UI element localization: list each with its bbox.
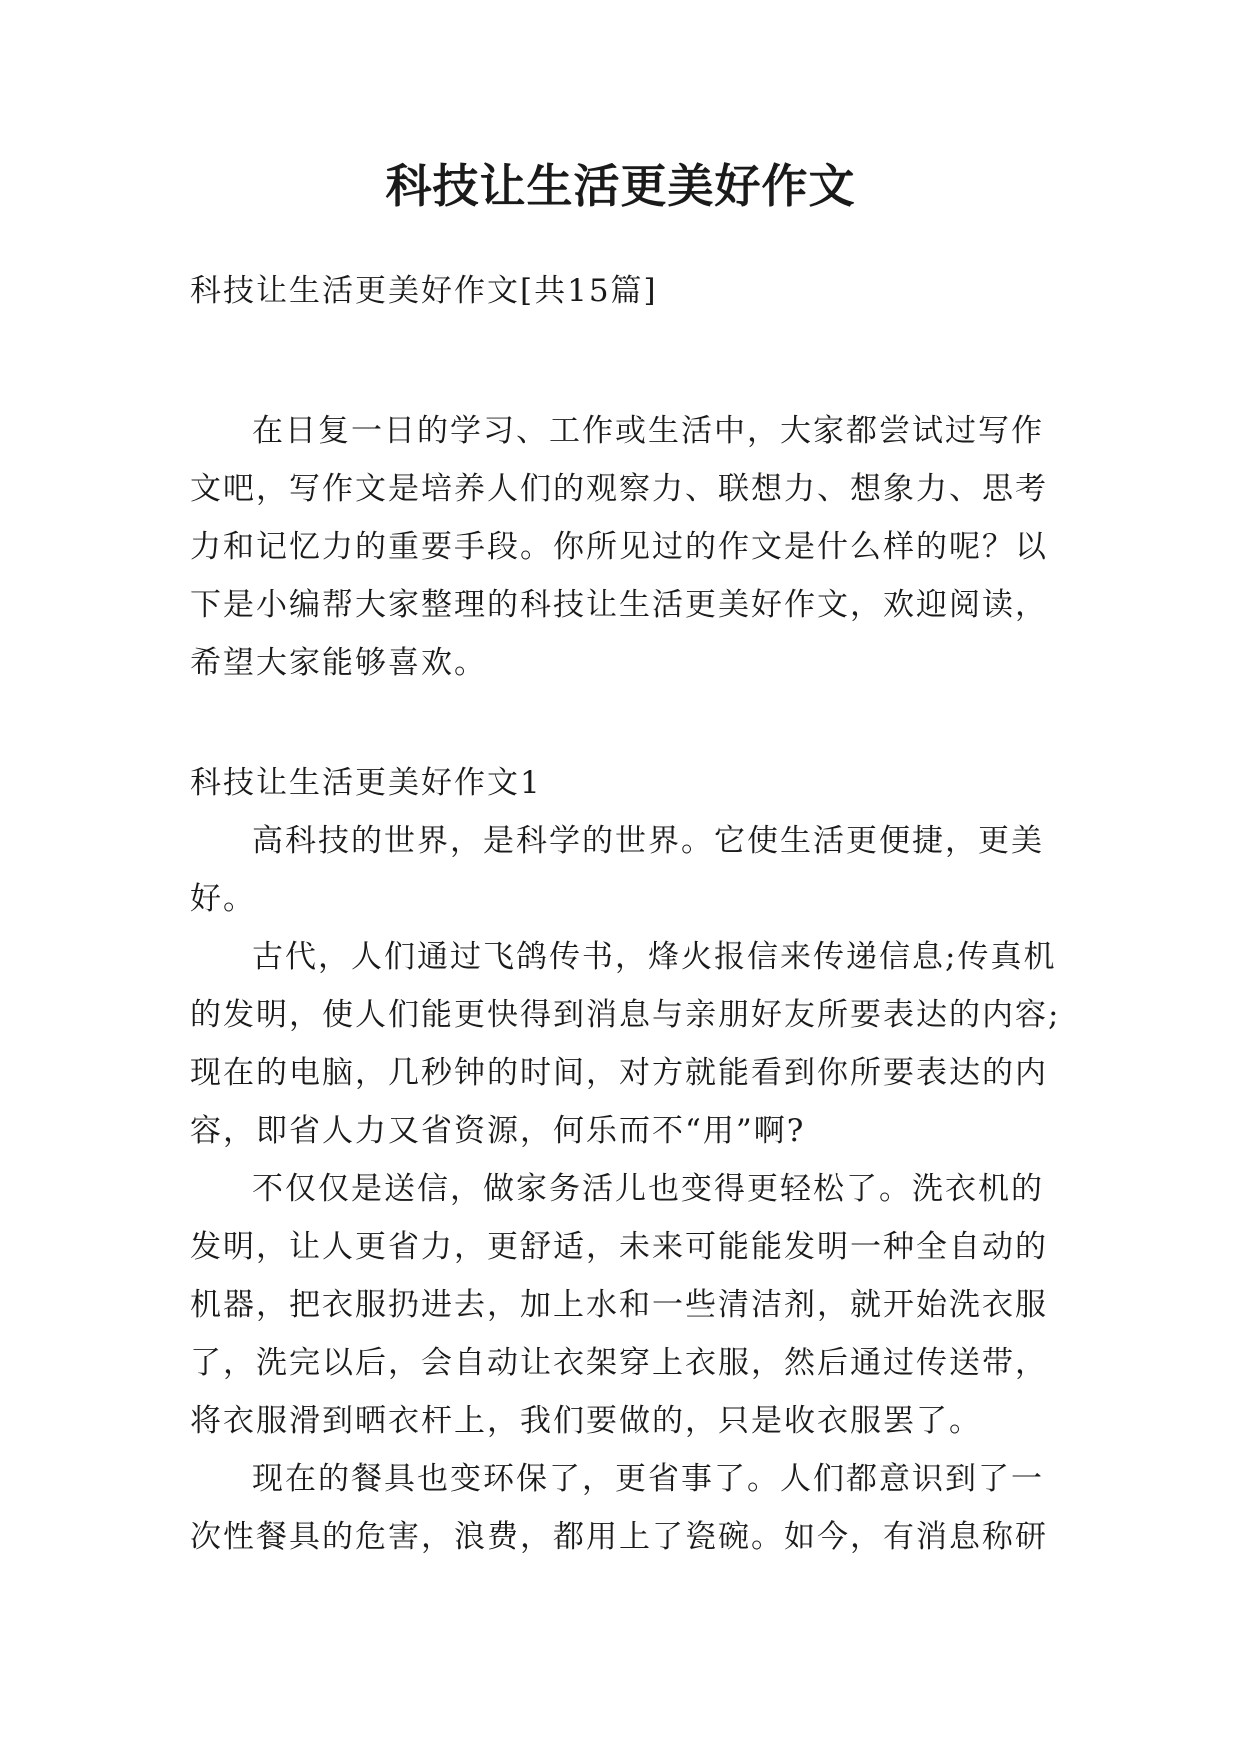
essay-heading: 科技让生活更美好作文1 (190, 765, 542, 801)
intro-paragraph: 在日复一日的学习、工作或生活中，大家都尝试过写作文吧，写作文是培养人们的观察力、联想力、想象力、思考力和记忆力的重要手段。你所见过的作文是什么样的呢？以下是小编帮大家整理的科技让生活更美好作文，欢迎阅读，希望大家能够喜欢。 (190, 413, 1048, 681)
document-title: 科技让生活更美好作文 (385, 159, 856, 213)
essay-section (190, 754, 1070, 1566)
essay-paragraph: 古代，人们通过飞鸽传书，烽火报信来传递信息;传真机的发明，使人们能更快得到消息与亲朋好友所要表达的内容;现在的电脑，几秒钟的时间，对方就能看到你所要表达的内容，即省人力又省资源，何乐而不“用”啊? (190, 939, 1061, 1149)
document-subtitle: 科技让生活更美好作文[共15篇] (190, 273, 658, 309)
essay-paragraph: 不仅仅是送信，做家务活儿也变得更轻松了。洗衣机的发明，让人更省力，更舒适，未来可能能发明一种全自动的机器，把衣服扔进去，加上水和一些清洁剂，就开始洗衣服了，洗完以后，会自动让衣架穿上衣服，然后通过传送带，将衣服滑到晒衣杆上，我们要做的，只是收衣服罢了。 (190, 1171, 1048, 1439)
essay-paragraph: 现在的餐具也变环保了，更省事了。人们都意识到了一次性餐具的危害，浪费，都用上了瓷碗。如今，有消息称研 (190, 1461, 1048, 1555)
intro-section (190, 402, 1070, 692)
essay-paragraph: 高科技的世界，是科学的世界。它使生活更便捷，更美好。 (190, 823, 1044, 917)
